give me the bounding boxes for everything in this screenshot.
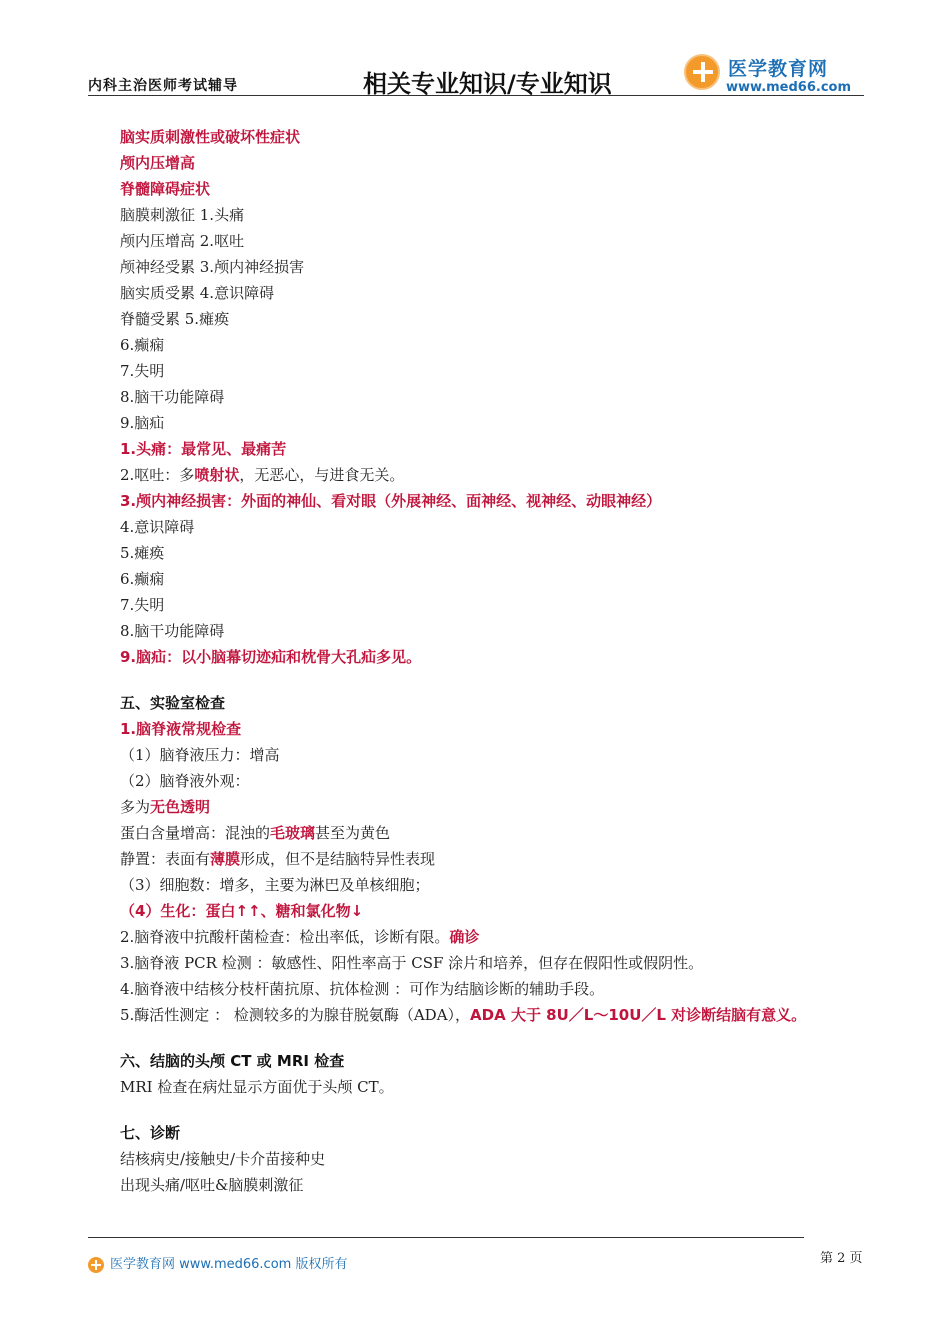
highlighted-text: 1.头痛：最常见、最痛苦	[120, 440, 287, 458]
body-text: 4.意识障碍	[120, 518, 195, 536]
logo-name: 医学教育网	[728, 58, 829, 80]
text-line	[120, 332, 860, 358]
text-line	[120, 358, 860, 384]
document-body	[120, 124, 860, 1198]
text-line	[120, 820, 860, 846]
text-line	[120, 690, 860, 716]
highlighted-text: 脑实质刺激性或破坏性症状	[120, 128, 301, 146]
highlighted-text: 1.脑脊液常规检查	[120, 720, 242, 738]
body-text: 5.酶活性测定 ： 检测较多的为腺苷脱氨酶（ADA），	[120, 1006, 471, 1024]
body-text: 4.脑脊液中结核分枝杆菌抗原、抗体检测 ：可作为结脑诊断的辅助手段。	[120, 980, 605, 998]
text-line	[120, 768, 860, 794]
highlighted-text: 3.颅内神经损害：外面的神仙、看对眼（外展神经、面神经、视神经、动眼神经）	[120, 492, 662, 510]
text-line	[120, 950, 860, 976]
highlighted-text: 无色透明	[150, 798, 211, 816]
section-heading: 五、实验室检查	[120, 694, 226, 712]
text-line	[120, 924, 860, 950]
paragraph-gap	[120, 670, 860, 690]
text-line	[120, 1146, 860, 1172]
text-line	[120, 1002, 860, 1028]
footer-logo-icon	[88, 1257, 104, 1273]
body-text: 7.失明	[120, 596, 165, 614]
text-line	[120, 540, 860, 566]
section-heading: 六、结脑的头颅 CT 或 MRI 检查	[120, 1052, 345, 1070]
header-section-title: 相关专业知识/专业知识	[363, 70, 612, 98]
highlighted-text: （4）生化：蛋白↑↑、糖和氯化物↓	[120, 902, 364, 920]
text-line	[120, 176, 860, 202]
text-line	[120, 462, 860, 488]
paragraph-gap	[120, 1100, 860, 1120]
body-text: 2.脑脊液中抗酸杆菌检查：检出率低，诊断有限。	[120, 928, 450, 946]
text-line	[120, 644, 860, 670]
body-text: 5.瘫痪	[120, 544, 165, 562]
text-line	[120, 742, 860, 768]
body-text: （3）细胞数：增多，主要为淋巴及单核细胞；	[120, 876, 430, 894]
highlighted-text: 毛玻璃	[270, 824, 316, 842]
text-line	[120, 618, 860, 644]
text-line	[120, 976, 860, 1002]
footer-divider	[88, 1237, 804, 1238]
body-text: 9.脑疝	[120, 414, 165, 432]
body-text: （2）脑脊液外观：	[120, 772, 250, 790]
text-line	[120, 280, 860, 306]
section-heading: 七、诊断	[120, 1124, 181, 1142]
highlighted-text: 颅内压增高	[120, 154, 196, 172]
text-line	[120, 124, 860, 150]
text-line	[120, 150, 860, 176]
text-line	[120, 716, 860, 742]
body-text: 6.癫痫	[120, 570, 165, 588]
body-text: 结核病史/接触史/卡介苗接种史	[120, 1150, 326, 1168]
site-logo[interactable]	[684, 50, 864, 96]
body-text: 8.脑干功能障碍	[120, 622, 225, 640]
text-line	[120, 846, 860, 872]
body-text: MRI 检查在病灶显示方面优于头颅 CT。	[120, 1078, 394, 1096]
body-text: 2.呕吐：多	[120, 466, 195, 484]
highlighted-text: 薄膜	[210, 850, 241, 868]
text-line	[120, 306, 860, 332]
body-text: 蛋白含量增高：混浊的	[120, 824, 271, 842]
logo-url[interactable]: www.med66.com	[726, 80, 852, 95]
text-line	[120, 202, 860, 228]
text-line	[120, 228, 860, 254]
body-text: 脑膜刺激征 1.头痛	[120, 206, 245, 224]
paragraph-gap	[120, 1028, 860, 1048]
header-divider	[88, 95, 864, 96]
text-line	[120, 1120, 860, 1146]
text-line	[120, 488, 860, 514]
text-line	[120, 384, 860, 410]
body-text: 脑实质受累 4.意识障碍	[120, 284, 275, 302]
text-line	[120, 410, 860, 436]
body-text: 脊髓受累 5.瘫痪	[120, 310, 230, 328]
text-line	[120, 566, 860, 592]
text-line	[120, 254, 860, 280]
text-line	[120, 592, 860, 618]
body-text: 多为	[120, 798, 151, 816]
text-line	[120, 1074, 860, 1100]
body-text: 形成，但不是结脑特异性表现	[240, 850, 436, 868]
text-line	[120, 794, 860, 820]
highlighted-text: 9.脑疝：以小脑幕切迹疝和枕骨大孔疝多见。	[120, 648, 422, 666]
body-text: 8.脑干功能障碍	[120, 388, 225, 406]
text-line	[120, 1172, 860, 1198]
highlighted-text: 喷射状	[194, 466, 240, 484]
body-text: 出现头痛/呕吐&脑膜刺激征	[120, 1176, 304, 1194]
highlighted-text: 脊髓障碍症状	[120, 180, 211, 198]
body-text: 颅神经受累 3.颅内神经损害	[120, 258, 305, 276]
highlighted-text: ADA 大于 8U／L～10U／L 对诊断结脑有意义。	[470, 1006, 807, 1024]
body-text: 7.失明	[120, 362, 165, 380]
medical-cross-icon	[684, 54, 720, 90]
body-text: （1）脑脊液压力：增高	[120, 746, 280, 764]
body-text: 静置：表面有	[120, 850, 211, 868]
body-text: 3.脑脊液 PCR 检测 ：敏感性、阳性率高于 CSF 涂片和培养，但存在假阳性或假阴性。	[120, 954, 704, 972]
header-course-title: 内科主治医师考试辅导	[88, 78, 238, 94]
page-header	[88, 50, 864, 98]
text-line	[120, 898, 860, 924]
text-line	[120, 1048, 860, 1074]
footer-copyright: 医学教育网 www.med66.com 版权所有	[110, 1257, 348, 1272]
body-text: ，无恶心，与进食无关。	[239, 466, 405, 484]
text-line	[120, 872, 860, 898]
body-text: 6.癫痫	[120, 336, 165, 354]
body-text: 甚至为黄色	[315, 824, 391, 842]
body-text: 颅内压增高 2.呕吐	[120, 232, 245, 250]
text-line	[120, 514, 860, 540]
text-line	[120, 436, 860, 462]
page-number: 第 2 页	[820, 1251, 863, 1266]
highlighted-text: 确诊	[449, 928, 480, 946]
